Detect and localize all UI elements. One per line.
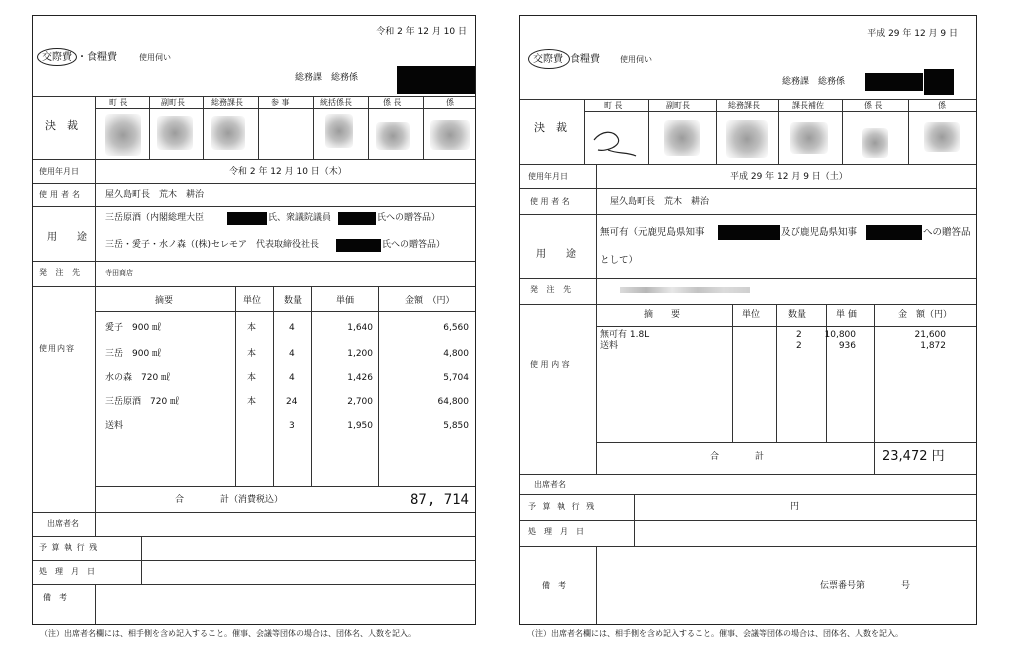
approver-title: 係 長	[383, 98, 402, 107]
purpose-line1b: 及び鹿児島県知事	[781, 227, 858, 238]
item-amount: 4,800	[443, 349, 469, 359]
col-header: 数量	[788, 310, 807, 320]
title-sub: 使用伺い	[139, 53, 171, 62]
title-sub: 使用伺い	[620, 55, 652, 64]
user-label: 使用者名	[39, 190, 83, 199]
approver-title: 参 事	[271, 98, 290, 107]
budget-label: 予 算 執 行 残	[528, 502, 597, 511]
redaction	[718, 225, 780, 240]
orderer-name: 寺田商店	[105, 269, 133, 277]
item-name: 三岳原酒 720 ㎖	[105, 397, 180, 407]
item-amount: 5,850	[443, 421, 469, 431]
redaction	[865, 73, 923, 91]
footnote: （注）出席者名欄には、相手側を含め記入すること。催事、会議等団体の場合は、団体名、人数を記入。	[527, 629, 903, 638]
purpose-label: 用 途	[536, 249, 576, 260]
approver-title: 総務課長	[728, 101, 760, 110]
total-label: 合 計（消費税込）	[175, 495, 284, 505]
purpose-line2a: 三岳・愛子・水ノ森（(株)セレモア 代表取締役社長	[105, 240, 320, 250]
col-header: 数量	[284, 296, 303, 306]
redaction	[924, 69, 954, 95]
col-header: 単価	[336, 296, 355, 306]
approver-title: 係	[938, 101, 946, 110]
blurred-seal	[862, 128, 888, 158]
footnote: （注）出席者名欄には、相手側を含め記入すること。催事、会議等団体の場合は、団体名、人数を記入。	[40, 629, 416, 638]
item-amount: 1,872	[920, 341, 946, 351]
approver-title: 統括係長	[320, 98, 352, 107]
item-amount: 64,800	[437, 397, 469, 407]
form-date: 令和 2 年 12 月 10 日	[376, 27, 467, 37]
remarks-label: 備 考	[542, 581, 566, 590]
item-qty: 24	[286, 397, 298, 407]
contents-label: 使用内容	[39, 344, 75, 353]
purpose-line1a: 三岳原酒（内閣総理大臣	[105, 213, 205, 223]
redaction	[227, 212, 267, 225]
item-unit: 本	[247, 397, 257, 407]
approver-title: 課長補佐	[792, 101, 824, 110]
purpose-line2: として）	[600, 255, 639, 266]
blurred-seal	[376, 122, 410, 150]
col-header: 単位	[243, 296, 262, 306]
voucher-number: 伝票番号第 号	[820, 581, 911, 591]
approver-title: 町 長	[604, 101, 623, 110]
item-price: 1,950	[347, 421, 373, 431]
user-name: 屋久島町長 荒木 耕治	[610, 197, 710, 207]
approver-title: 総務課長	[211, 98, 243, 107]
col-header: 金額 （円）	[405, 296, 455, 306]
blurred-seal	[157, 116, 193, 150]
item-unit: 本	[247, 323, 257, 333]
redaction	[338, 212, 376, 225]
item-qty: 4	[289, 323, 295, 333]
item-amount: 5,704	[443, 373, 469, 383]
item-price: 2,700	[347, 397, 373, 407]
remarks-label: 備 考	[43, 593, 67, 602]
total-label: 合 計	[710, 452, 765, 462]
title-rest: ・食糧費	[77, 52, 117, 63]
blurred-seal	[430, 120, 470, 150]
process-label: 処 理 月 日	[39, 567, 95, 576]
user-label: 使 用 者 名	[530, 197, 570, 206]
item-name: 無可有 1.8L	[600, 330, 650, 340]
title-circled: 交際費	[533, 54, 563, 65]
col-header: 単 価	[836, 310, 857, 320]
department: 総務課 総務係	[782, 77, 846, 87]
item-unit: 本	[247, 373, 257, 383]
item-amount: 21,600	[914, 330, 946, 340]
title-circled: 交際費	[42, 52, 72, 63]
approver-title: 副町長	[666, 101, 690, 110]
item-amount: 6,560	[443, 323, 469, 333]
purpose-line1b: 氏、衆議院議員	[268, 213, 332, 223]
attendee-label: 出席者名	[47, 519, 79, 528]
use-date: 平成 29 年 12 月 9 日（土）	[730, 172, 848, 182]
item-name: 三岳 900 ㎖	[105, 349, 162, 359]
item-unit: 本	[247, 349, 257, 359]
item-qty: 4	[289, 373, 295, 383]
orderer-label: 発 注 先	[39, 268, 84, 277]
item-qty: 3	[289, 421, 295, 431]
col-header: 摘要	[155, 296, 174, 306]
use-date-label: 使用年月日	[39, 167, 79, 176]
blurred-seal	[726, 120, 768, 158]
blurred-seal	[924, 122, 960, 152]
purpose-line2b: 氏への贈答品）	[382, 240, 446, 250]
use-date: 令和 2 年 12 月 10 日（木）	[229, 167, 347, 177]
purpose-line1c: への贈答品	[923, 227, 971, 238]
contents-label: 使 用 内 容	[530, 360, 570, 369]
item-price: 10,800	[824, 330, 856, 340]
item-price: 936	[838, 341, 856, 351]
total-amount: 23,472 円	[882, 449, 945, 464]
attendee-label: 出席者名	[534, 480, 566, 489]
kessai-label: 決 裁	[534, 121, 567, 134]
col-header: 金 額（円）	[898, 310, 953, 320]
item-name: 水の森 720 ㎖	[105, 373, 171, 383]
total-amount: 87, 714	[409, 492, 469, 508]
left-expense-form	[32, 15, 476, 625]
col-header: 摘 要	[644, 310, 681, 320]
budget-label: 予 算 執 行 残	[39, 543, 99, 552]
item-price: 1,640	[347, 323, 373, 333]
redaction	[336, 239, 381, 252]
blurred-seal	[211, 116, 245, 150]
col-header: 単位	[742, 310, 761, 320]
department: 総務課 総務係	[295, 73, 359, 83]
redaction	[866, 225, 922, 240]
handwritten-signature	[588, 116, 644, 160]
right-expense-form	[519, 15, 977, 625]
user-name: 屋久島町長 荒木 耕治	[105, 190, 205, 200]
purpose-line1a: 無可有（元鹿児島県知事	[600, 227, 705, 238]
approver-title: 係	[446, 98, 454, 107]
blurred-seal	[664, 120, 700, 156]
form-date: 平成 29 年 12 月 9 日	[867, 29, 958, 39]
blurred-seal	[105, 114, 141, 156]
approver-title: 副町長	[161, 98, 185, 107]
kessai-label: 決 裁	[45, 119, 78, 132]
blurred-orderer	[620, 287, 750, 293]
budget-unit: 円	[790, 502, 800, 512]
item-qty: 2	[796, 330, 802, 340]
purpose-line1c: 氏への贈答品）	[377, 213, 441, 223]
item-name: 愛子 900 ㎖	[105, 323, 162, 333]
orderer-label: 発 注 先	[530, 285, 575, 294]
approver-title: 町 長	[109, 98, 128, 107]
blurred-seal	[325, 114, 353, 148]
use-date-label: 使用年月日	[528, 172, 568, 181]
item-qty: 2	[796, 341, 802, 351]
process-label: 処 理 月 日	[528, 527, 584, 536]
item-price: 1,200	[347, 349, 373, 359]
purpose-label: 用 途	[47, 232, 87, 243]
redaction	[397, 66, 475, 94]
item-price: 1,426	[347, 373, 373, 383]
item-qty: 4	[289, 349, 295, 359]
item-name: 送料	[105, 421, 124, 431]
blurred-seal	[790, 122, 828, 154]
title-rest: 食糧費	[570, 54, 600, 65]
approver-title: 係 長	[864, 101, 883, 110]
item-name: 送料	[600, 341, 619, 351]
